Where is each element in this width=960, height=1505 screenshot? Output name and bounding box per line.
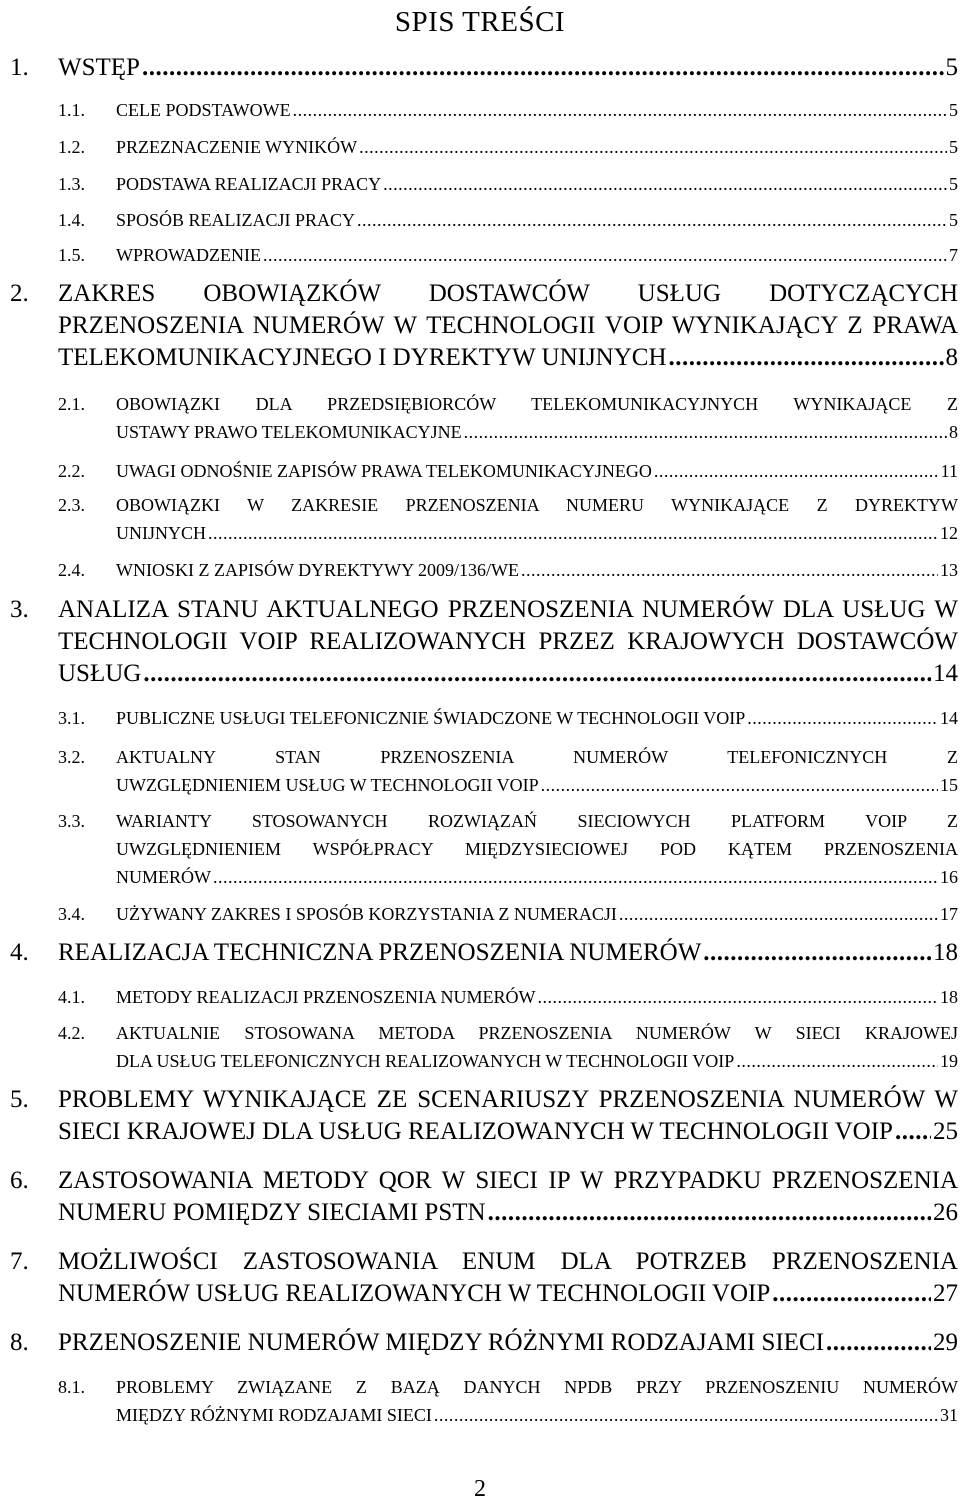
toc-entry-text xyxy=(116,900,958,928)
toc-entry-text xyxy=(116,743,958,799)
toc-entry-text xyxy=(58,1084,958,1148)
toc-entry-text xyxy=(58,1246,958,1310)
toc-entry-text xyxy=(116,390,958,446)
page-number: 2 xyxy=(474,1476,486,1502)
toc-entry-line: PRZEZNACZENIE WYNIKÓW xyxy=(116,137,358,157)
toc-entry-page: 8 xyxy=(949,422,958,442)
toc-leader-dots xyxy=(383,170,947,198)
toc-entry-text xyxy=(116,457,958,485)
toc-entry-number: 2.3. xyxy=(58,495,85,515)
toc-entry-line: TELEKOMUNIKACYJNEGO I DYREKTYW UNIJNYCH xyxy=(58,344,667,371)
toc-entry-last-line xyxy=(58,342,958,374)
toc-entry-page: 5 xyxy=(949,137,958,157)
toc-leader-dots xyxy=(669,342,944,374)
toc-entry-line: NUMERÓW USŁUG REALIZOWANYCH W TECHNOLOGII VOIP xyxy=(58,1280,771,1307)
toc-entry-line: MIĘDZY RÓŻNYMI RODZAJAMI SIECI xyxy=(116,1405,432,1425)
toc-entry-last-line xyxy=(58,937,958,969)
toc-entry-line: WPROWADZENIE xyxy=(116,245,261,265)
toc-entry-number: 4.1. xyxy=(58,987,85,1007)
toc-entry-line: UWZGLĘDNIENIEM WSPÓŁPRACY MIĘDZYSIECIOWEJ POD KĄTEM PRZENOSZENIA xyxy=(116,839,958,859)
toc-entry-page: 12 xyxy=(940,523,958,543)
toc-entry-last-line xyxy=(116,133,958,161)
toc-entry-line: SIECI KRAJOWEJ DLA USŁUG REALIZOWANYCH W TECHNOLOGII VOIP xyxy=(58,1118,893,1145)
toc-entry-line: METODY REALIZACJI PRZENOSZENIA NUMERÓW xyxy=(116,987,536,1007)
toc-leader-dots xyxy=(142,52,944,84)
toc-entry-page: 5 xyxy=(949,210,958,230)
toc-entry-text xyxy=(58,937,958,969)
toc-entry-text xyxy=(116,1019,958,1075)
toc-entry-text xyxy=(116,807,958,891)
toc-leader-dots xyxy=(747,704,938,732)
toc-entry-number: 1.5. xyxy=(58,245,85,265)
toc-entry-number: 2.1. xyxy=(58,394,85,414)
toc-leader-dots xyxy=(263,241,947,269)
toc-entry-last-line xyxy=(116,170,958,198)
toc-entry-page: 19 xyxy=(940,1051,958,1071)
toc-entry-line: MOŻLIWOŚCI ZASTOSOWANIA ENUM DLA POTRZEB PRZENOSZENIA xyxy=(58,1248,958,1275)
toc-leader-dots xyxy=(772,1278,931,1310)
toc-entry-last-line xyxy=(58,1197,958,1229)
toc-entry-last-line xyxy=(116,983,958,1011)
toc-entry-text xyxy=(116,133,958,161)
toc-entry-line: WNIOSKI Z ZAPISÓW DYREKTYWY 2009/136/WE xyxy=(116,560,519,580)
toc-entry-line: PODSTAWA REALIZACJI PRACY xyxy=(116,174,382,194)
toc-entry-line: UWZGLĘDNIENIEM USŁUG W TECHNOLOGII VOIP xyxy=(116,775,539,795)
page-title: SPIS TREŚCI xyxy=(394,6,566,38)
toc-entry-number: 3. xyxy=(10,596,29,623)
toc-entry-page: 14 xyxy=(940,708,958,728)
toc-entry-line: REALIZACJA TECHNICZNA PRZENOSZENIA NUMERÓW xyxy=(58,939,702,966)
toc-leader-dots xyxy=(434,1401,938,1429)
toc-entry-number: 2. xyxy=(10,280,29,307)
toc-entry-page: 18 xyxy=(940,987,958,1007)
toc-entry-line: DLA USŁUG TELEFONICZNYCH REALIZOWANYCH W TECHNOLOGII VOIP xyxy=(116,1051,735,1071)
toc-entry-line: UWAGI ODNOŚNIE ZAPISÓW PRAWA TELEKOMUNIKACYJNEGO xyxy=(116,461,652,481)
toc-entry-text xyxy=(58,52,958,84)
toc-leader-dots xyxy=(293,96,947,124)
toc-entry-page: 14 xyxy=(933,660,958,687)
toc-entry-last-line xyxy=(116,771,958,799)
toc-entry-line: WSTĘP xyxy=(58,54,140,81)
toc-entry-line: PUBLICZNE USŁUGI TELEFONICZNIE ŚWIADCZONE W TECHNOLOGII VOIP xyxy=(116,708,746,728)
toc-entry-number: 3.4. xyxy=(58,904,85,924)
toc-entry-line: WARIANTY STOSOWANYCH ROZWIĄZAŃ SIECIOWYCH PLATFORM VOIP Z xyxy=(116,811,958,831)
toc-leader-dots xyxy=(357,206,947,234)
toc-entry-page: 16 xyxy=(940,867,958,887)
toc-entry-line: PROBLEMY ZWIĄZANE Z BAZĄ DANYCH NPDB PRZY PRZENOSZENIU NUMERÓW xyxy=(116,1377,958,1397)
toc-entry-number: 4.2. xyxy=(58,1023,85,1043)
toc-entry-page: 27 xyxy=(933,1280,958,1307)
toc-entry-line: PRZENOSZENIE NUMERÓW MIĘDZY RÓŻNYMI RODZAJAMI SIECI xyxy=(58,1329,824,1356)
toc-entry-last-line xyxy=(116,704,958,732)
toc-entry-last-line xyxy=(116,206,958,234)
toc-entry-text xyxy=(116,96,958,124)
toc-leader-dots xyxy=(736,1047,938,1075)
toc-entry-text xyxy=(58,1327,958,1359)
toc-entry-number: 3.3. xyxy=(58,811,85,831)
toc-entry-text xyxy=(116,556,958,584)
toc-entry-text xyxy=(58,1165,958,1229)
toc-entry-line: OBOWIĄZKI DLA PRZEDSIĘBIORCÓW TELEKOMUNIKACYJNYCH WYNIKAJĄCE Z xyxy=(116,394,958,414)
toc-entry-text xyxy=(116,704,958,732)
toc-leader-dots xyxy=(541,771,938,799)
toc-entry-number: 3.2. xyxy=(58,747,85,767)
toc-entry-text xyxy=(116,491,958,547)
toc-leader-dots xyxy=(826,1327,931,1359)
toc-entry-last-line xyxy=(116,519,958,547)
toc-entry-line: ZASTOSOWANIA METODY QOR W SIECI IP W PRZYPADKU PRZENOSZENIA xyxy=(58,1167,958,1194)
toc-entry-number: 1.3. xyxy=(58,174,85,194)
toc-entry-page: 18 xyxy=(933,939,958,966)
toc-leader-dots xyxy=(143,658,931,690)
toc-entry-last-line xyxy=(116,96,958,124)
toc-entry-text xyxy=(58,278,958,374)
toc-entry-last-line xyxy=(116,418,958,446)
toc-leader-dots xyxy=(654,457,939,485)
toc-leader-dots xyxy=(488,1197,931,1229)
toc-entry-line: USTAWY PRAWO TELEKOMUNIKACYJNE xyxy=(116,422,462,442)
toc-leader-dots xyxy=(213,863,938,891)
toc-entry-line: ZAKRES OBOWIĄZKÓW DOSTAWCÓW USŁUG DOTYCZĄCYCH xyxy=(58,280,958,307)
toc-leader-dots xyxy=(208,519,938,547)
toc-entry-page: 5 xyxy=(945,54,958,81)
toc-entry-line: UŻYWANY ZAKRES I SPOSÓB KORZYSTANIA Z NUMERACJI xyxy=(116,904,617,924)
toc-entry-line: CELE PODSTAWOWE xyxy=(116,100,291,120)
toc-entry-last-line xyxy=(58,658,958,690)
toc-entry-line: USŁUG xyxy=(58,660,142,687)
toc-entry-page: 25 xyxy=(933,1118,958,1145)
toc-entry-last-line xyxy=(58,1327,958,1359)
toc-entry-number: 3.1. xyxy=(58,708,85,728)
toc-entry-last-line xyxy=(116,1047,958,1075)
toc-entry-page: 5 xyxy=(949,174,958,194)
toc-entry-number: 4. xyxy=(10,939,29,966)
toc-leader-dots xyxy=(521,556,938,584)
toc-entry-last-line xyxy=(58,52,958,84)
toc-entry-number: 5. xyxy=(10,1086,29,1113)
toc-entry-text xyxy=(116,1373,958,1429)
toc-entry-page: 31 xyxy=(940,1405,958,1425)
toc-entry-number: 7. xyxy=(10,1248,29,1275)
toc-entry-last-line xyxy=(58,1116,958,1148)
toc-entry-line: UNIJNYCH xyxy=(116,523,206,543)
toc-entry-text xyxy=(116,241,958,269)
toc-entry-text xyxy=(116,170,958,198)
toc-entry-last-line xyxy=(116,457,958,485)
toc-entry-page: 7 xyxy=(949,245,958,265)
toc-entry-page: 29 xyxy=(933,1329,958,1356)
toc-entry-page: 11 xyxy=(940,461,958,481)
toc-entry-number: 6. xyxy=(10,1167,29,1194)
toc-entry-line: AKTUALNIE STOSOWANA METODA PRZENOSZENIA NUMERÓW W SIECI KRAJOWEJ xyxy=(116,1023,958,1043)
toc-entry-text xyxy=(58,594,958,690)
toc-entry-last-line xyxy=(58,1278,958,1310)
toc-leader-dots xyxy=(359,133,947,161)
toc-entry-page: 8 xyxy=(945,344,958,371)
toc-entry-last-line xyxy=(116,556,958,584)
toc-entry-number: 2.4. xyxy=(58,560,85,580)
toc-entry-number: 1. xyxy=(10,54,29,81)
toc-entry-page: 26 xyxy=(933,1199,958,1226)
toc-entry-page: 13 xyxy=(940,560,958,580)
toc-entry-line: AKTUALNY STAN PRZENOSZENIA NUMERÓW TELEFONICZNYCH Z xyxy=(116,747,958,767)
toc-entry-line: NUMERU POMIĘDZY SIECIAMI PSTN xyxy=(58,1199,486,1226)
toc-entry-last-line xyxy=(116,900,958,928)
toc-entry-line: SPOSÓB REALIZACJI PRACY xyxy=(116,210,356,230)
toc-leader-dots xyxy=(703,937,931,969)
toc-entry-line: OBOWIĄZKI W ZAKRESIE PRZENOSZENIA NUMERU WYNIKAJĄCE Z DYREKTYW xyxy=(116,495,958,515)
toc-leader-dots xyxy=(895,1116,931,1148)
toc-entry-number: 1.4. xyxy=(58,210,85,230)
toc-entry-number: 1.1. xyxy=(58,100,85,120)
toc-entry-last-line xyxy=(116,1401,958,1429)
toc-entry-number: 8.1. xyxy=(58,1377,85,1397)
toc-entry-page: 17 xyxy=(940,904,958,924)
toc-entry-last-line xyxy=(116,863,958,891)
toc-entry-text xyxy=(116,206,958,234)
toc-leader-dots xyxy=(619,900,938,928)
toc-leader-dots xyxy=(537,983,938,1011)
toc-entry-last-line xyxy=(116,241,958,269)
toc-entry-number: 2.2. xyxy=(58,461,85,481)
toc-leader-dots xyxy=(464,418,947,446)
toc-entry-page: 15 xyxy=(940,775,958,795)
toc-entry-line: ANALIZA STANU AKTUALNEGO PRZENOSZENIA NUMERÓW DLA USŁUG W xyxy=(58,596,958,623)
toc-entry-text xyxy=(116,983,958,1011)
toc-entry-line: TECHNOLOGII VOIP REALIZOWANYCH PRZEZ KRAJOWYCH DOSTAWCÓW xyxy=(58,628,958,655)
toc-entry-number: 1.2. xyxy=(58,137,85,157)
toc-entry-number: 8. xyxy=(10,1329,29,1356)
toc-entry-line: PRZENOSZENIA NUMERÓW W TECHNOLOGII VOIP WYNIKAJĄCY Z PRAWA xyxy=(58,312,958,339)
toc-entry-line: PROBLEMY WYNIKAJĄCE ZE SCENARIUSZY PRZENOSZENIA NUMERÓW W xyxy=(58,1086,958,1113)
toc-entry-line: NUMERÓW xyxy=(116,867,211,887)
toc-entry-page: 5 xyxy=(949,100,958,120)
